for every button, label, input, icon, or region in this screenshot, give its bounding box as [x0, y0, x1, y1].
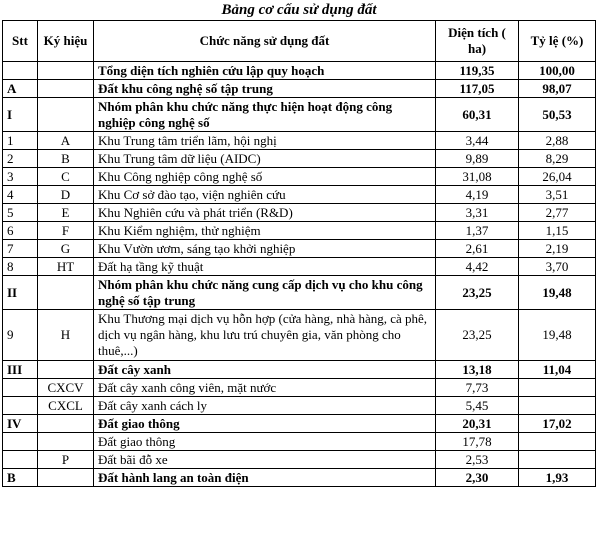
row-function-cell: Nhóm phân khu chức năng cung cấp dịch vụ cho khu công nghệ số tập trung: [94, 276, 436, 310]
row-function-cell: Nhóm phân khu chức năng thực hiện hoạt động công nghiệp công nghệ số: [94, 98, 436, 132]
row-area-cell: 2,30: [436, 469, 519, 487]
row-stt-cell: 4: [3, 186, 38, 204]
row-stt-cell: [3, 433, 38, 451]
table-row: [3, 186, 596, 204]
row-symbol-cell: D: [38, 186, 94, 204]
header-symbol: Ký hiệu: [38, 21, 94, 62]
row-stt-cell: IV: [3, 415, 38, 433]
row-ratio-cell: 11,04: [519, 361, 596, 379]
land-use-table: [2, 20, 596, 487]
row-stt-cell: 1: [3, 132, 38, 150]
table-title: Bảng cơ cấu sử dụng đất: [221, 2, 377, 18]
row-stt-cell: [3, 451, 38, 469]
row-function-cell: Khu Nghiên cứu và phát triển (R&D): [94, 204, 436, 222]
row-ratio-cell: 50,53: [519, 98, 596, 132]
row-area-cell: 23,25: [436, 276, 519, 310]
row-symbol-cell: F: [38, 222, 94, 240]
table-row: [3, 433, 596, 451]
row-area-cell: 3,44: [436, 132, 519, 150]
row-area-cell: 17,78: [436, 433, 519, 451]
table-row: [3, 168, 596, 186]
row-area-cell: 31,08: [436, 168, 519, 186]
row-ratio-cell: 2,88: [519, 132, 596, 150]
row-symbol-cell: HT: [38, 258, 94, 276]
table-row: [3, 361, 596, 379]
row-symbol-cell: [38, 415, 94, 433]
row-function-cell: Khu Trung tâm dữ liệu (AIDC): [94, 150, 436, 168]
header-stt: Stt: [3, 21, 38, 62]
table-row: [3, 98, 596, 132]
row-stt-cell: 7: [3, 240, 38, 258]
row-ratio-cell: 98,07: [519, 80, 596, 98]
row-ratio-cell: [519, 397, 596, 415]
row-symbol-cell: [38, 433, 94, 451]
row-function-cell: Khu Trung tâm triển lãm, hội nghị: [94, 132, 436, 150]
row-symbol-cell: [38, 361, 94, 379]
table-header-row: [3, 21, 596, 62]
row-function-cell: Đất giao thông: [94, 433, 436, 451]
row-function-cell: Khu Cơ sở đào tạo, viện nghiên cứu: [94, 186, 436, 204]
row-symbol-cell: G: [38, 240, 94, 258]
row-stt-cell: 9: [3, 310, 38, 361]
row-symbol-cell: CXCL: [38, 397, 94, 415]
row-stt-cell: 3: [3, 168, 38, 186]
row-ratio-cell: 17,02: [519, 415, 596, 433]
row-symbol-cell: P: [38, 451, 94, 469]
row-symbol-cell: [38, 276, 94, 310]
row-function-cell: Khu Vườn ươm, sáng tạo khởi nghiệp: [94, 240, 436, 258]
row-stt-cell: II: [3, 276, 38, 310]
table-body: [3, 62, 596, 487]
row-function-cell: Đất bãi đỗ xe: [94, 451, 436, 469]
row-ratio-cell: 1,93: [519, 469, 596, 487]
row-function-cell: Đất cây xanh cách ly: [94, 397, 436, 415]
row-function-cell: Đất cây xanh công viên, mặt nước: [94, 379, 436, 397]
row-ratio-cell: 3,70: [519, 258, 596, 276]
row-stt-cell: 2: [3, 150, 38, 168]
row-area-cell: 20,31: [436, 415, 519, 433]
header-ratio: Tỷ lệ (%): [519, 21, 596, 62]
row-ratio-cell: 2,19: [519, 240, 596, 258]
row-ratio-cell: 2,77: [519, 204, 596, 222]
row-area-cell: 60,31: [436, 98, 519, 132]
row-ratio-cell: 8,29: [519, 150, 596, 168]
row-stt-cell: B: [3, 469, 38, 487]
row-stt-cell: A: [3, 80, 38, 98]
row-ratio-cell: 3,51: [519, 186, 596, 204]
table-row: [3, 276, 596, 310]
row-area-cell: 1,37: [436, 222, 519, 240]
row-function-cell: Khu Công nghiệp công nghệ số: [94, 168, 436, 186]
row-symbol-cell: [38, 98, 94, 132]
table-row: [3, 379, 596, 397]
row-ratio-cell: 26,04: [519, 168, 596, 186]
row-area-cell: 4,42: [436, 258, 519, 276]
row-ratio-cell: [519, 433, 596, 451]
row-stt-cell: III: [3, 361, 38, 379]
table-row: [3, 451, 596, 469]
table-row: [3, 132, 596, 150]
table-row: [3, 150, 596, 168]
row-ratio-cell: [519, 379, 596, 397]
row-function-cell: Tổng diện tích nghiên cứu lập quy hoạch: [94, 62, 436, 80]
table-row: [3, 80, 596, 98]
table-row: [3, 415, 596, 433]
row-symbol-cell: [38, 62, 94, 80]
row-ratio-cell: [519, 451, 596, 469]
row-area-cell: 117,05: [436, 80, 519, 98]
table-row: [3, 62, 596, 80]
header-function: Chức năng sử dụng đất: [94, 21, 436, 62]
header-area: Diện tích ( ha): [436, 21, 519, 62]
row-function-cell: Đất cây xanh: [94, 361, 436, 379]
row-function-cell: Đất hành lang an toàn điện: [94, 469, 436, 487]
row-symbol-cell: H: [38, 310, 94, 361]
row-area-cell: 4,19: [436, 186, 519, 204]
row-ratio-cell: 1,15: [519, 222, 596, 240]
row-function-cell: Khu Kiểm nghiệm, thử nghiệm: [94, 222, 436, 240]
row-area-cell: 2,61: [436, 240, 519, 258]
row-function-cell: Khu Thương mại dịch vụ hỗn hợp (cửa hàng, nhà hàng, cà phê, dịch vụ ngân hàng, khu lưu trú chuyên gia, văn phòng cho thuê,...): [94, 310, 436, 361]
row-area-cell: 5,45: [436, 397, 519, 415]
table-row: [3, 240, 596, 258]
table-row: [3, 310, 596, 361]
row-area-cell: 2,53: [436, 451, 519, 469]
row-symbol-cell: C: [38, 168, 94, 186]
table-row: [3, 397, 596, 415]
row-stt-cell: 5: [3, 204, 38, 222]
row-symbol-cell: [38, 80, 94, 98]
row-function-cell: Đất khu công nghệ số tập trung: [94, 80, 436, 98]
row-stt-cell: 8: [3, 258, 38, 276]
row-ratio-cell: 19,48: [519, 276, 596, 310]
row-area-cell: 119,35: [436, 62, 519, 80]
row-stt-cell: [3, 62, 38, 80]
row-ratio-cell: 100,00: [519, 62, 596, 80]
table-row: [3, 258, 596, 276]
row-area-cell: 9,89: [436, 150, 519, 168]
table-row: [3, 222, 596, 240]
row-area-cell: 3,31: [436, 204, 519, 222]
row-stt-cell: [3, 379, 38, 397]
row-stt-cell: [3, 397, 38, 415]
row-area-cell: 23,25: [436, 310, 519, 361]
row-area-cell: 13,18: [436, 361, 519, 379]
row-symbol-cell: [38, 469, 94, 487]
row-ratio-cell: 19,48: [519, 310, 596, 361]
row-stt-cell: 6: [3, 222, 38, 240]
row-symbol-cell: E: [38, 204, 94, 222]
row-symbol-cell: CXCV: [38, 379, 94, 397]
row-area-cell: 7,73: [436, 379, 519, 397]
row-function-cell: Đất giao thông: [94, 415, 436, 433]
table-row: [3, 469, 596, 487]
row-function-cell: Đất hạ tầng kỹ thuật: [94, 258, 436, 276]
row-symbol-cell: B: [38, 150, 94, 168]
table-row: [3, 204, 596, 222]
row-symbol-cell: A: [38, 132, 94, 150]
row-stt-cell: I: [3, 98, 38, 132]
